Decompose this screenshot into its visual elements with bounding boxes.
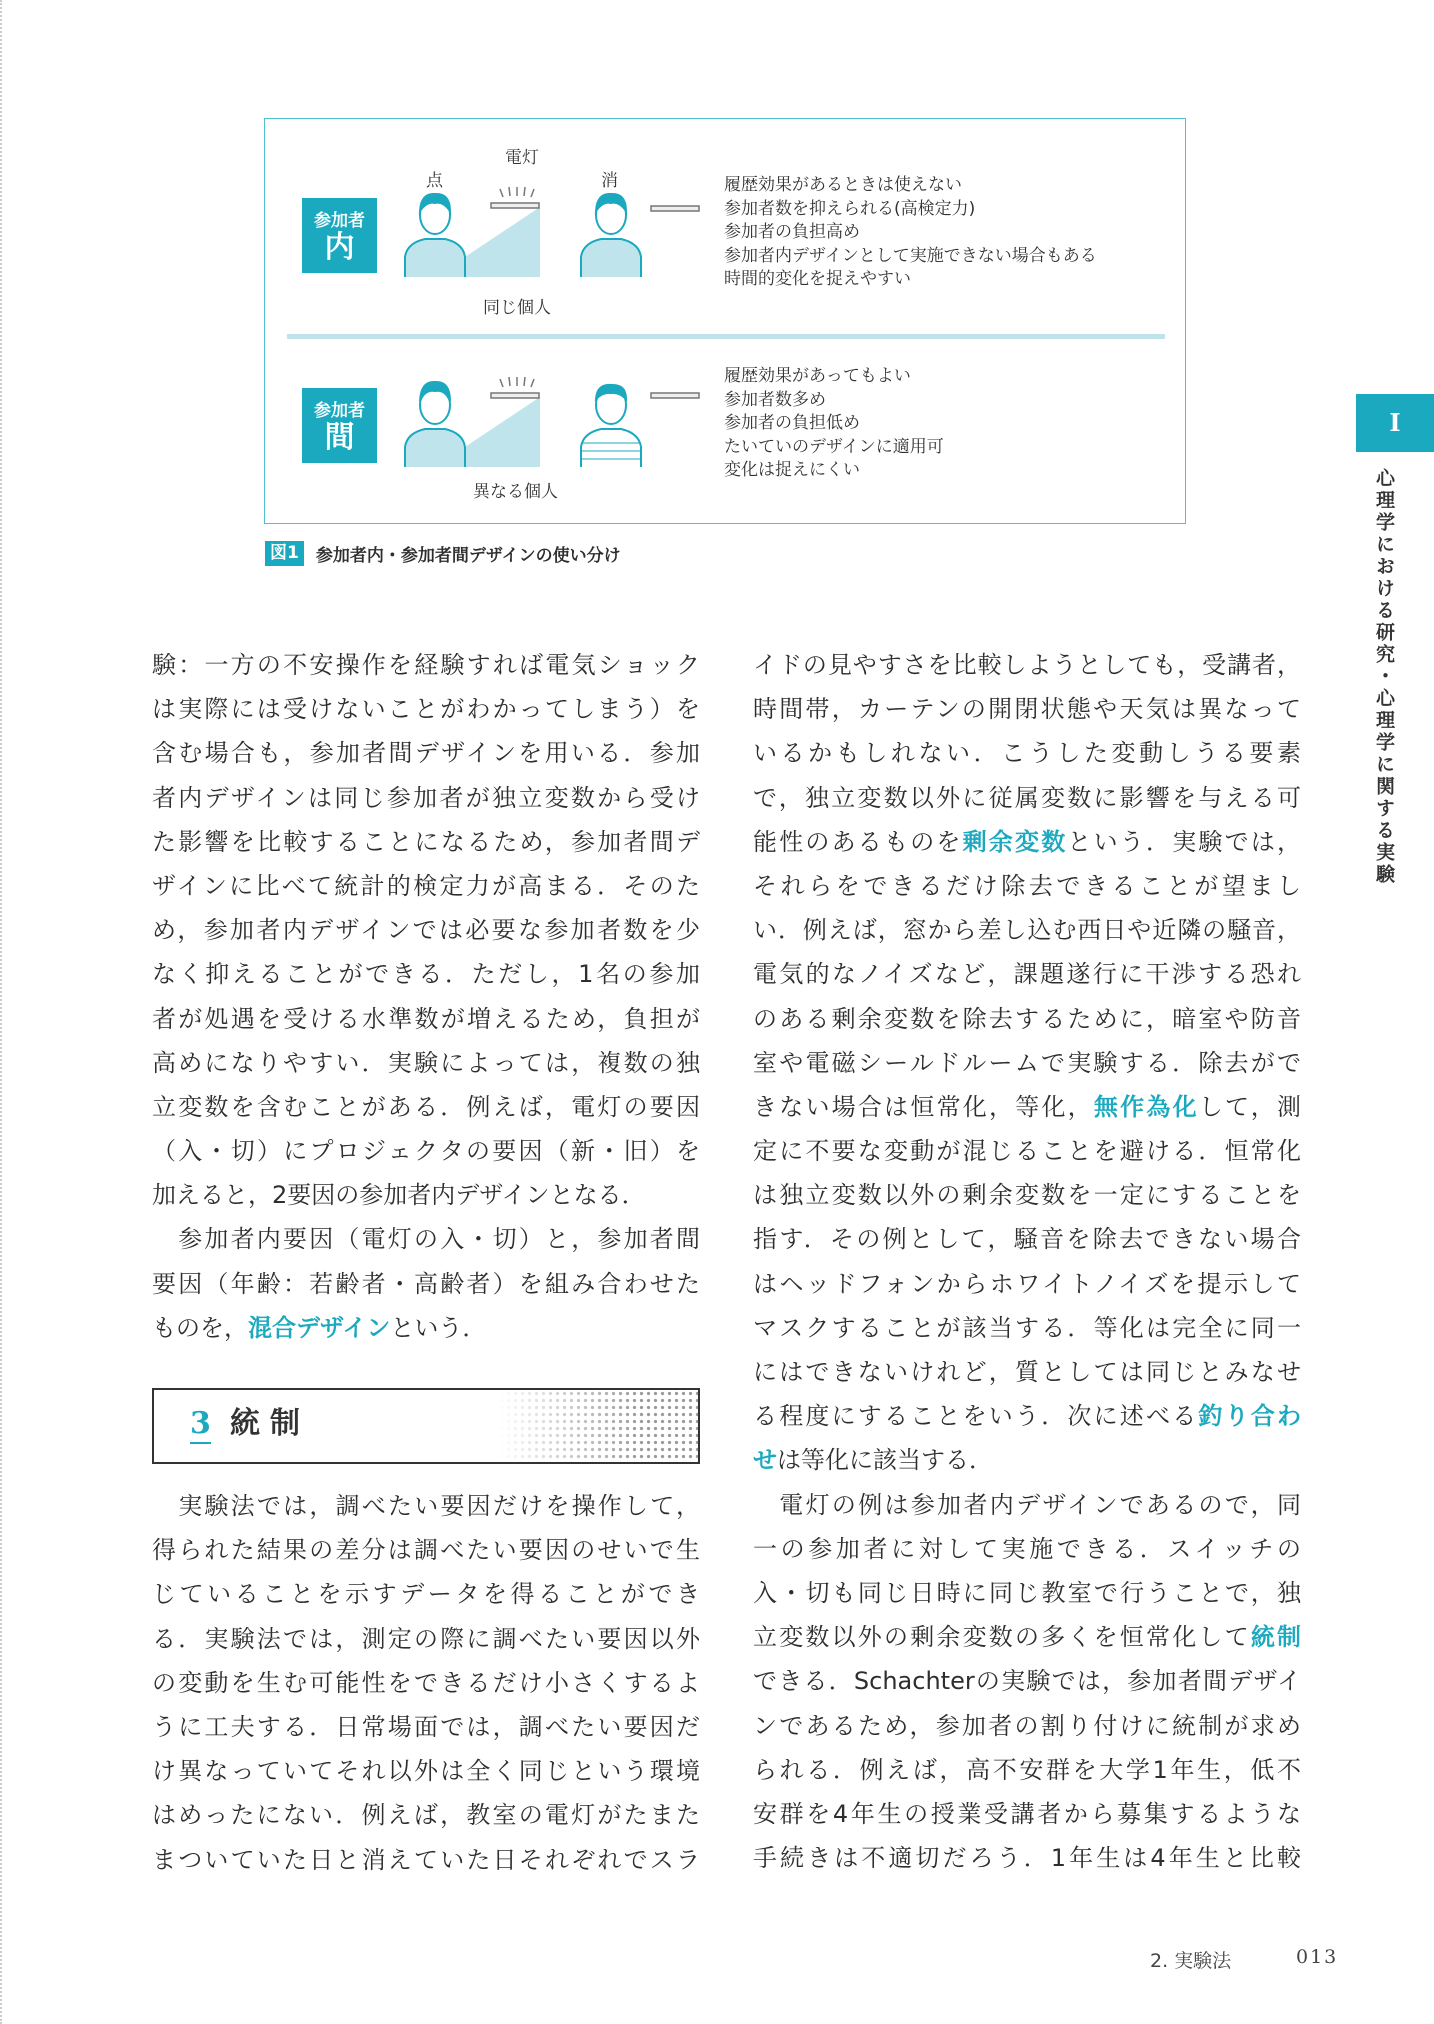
person-icon bbox=[405, 382, 465, 467]
text-segment: で，独立変数以外に従属変数に影響を与える可 bbox=[753, 783, 1301, 812]
text-segment: 者が処遇を受ける水準数が増えるため，負担が bbox=[152, 1004, 700, 1033]
text-line bbox=[753, 864, 1301, 908]
on-label: 点 bbox=[426, 171, 443, 191]
within-person-label: 同じ個人 bbox=[483, 298, 551, 318]
text-segment: 験：一方の不安操作を経験すれば電気ショック bbox=[152, 651, 700, 679]
text-segment: 参加者内要因（電灯の入・切）と，参加者間 bbox=[152, 1225, 700, 1254]
point: 時間的変化を捉えやすい bbox=[724, 269, 911, 289]
text-line bbox=[152, 1306, 700, 1350]
text-segment: それらをできるだけ除去できることが望まし bbox=[753, 871, 1301, 900]
text-segment: 含む場合も，参加者間デザインを用いる．参加 bbox=[152, 739, 700, 768]
text-segment: はヘッドフォンからホワイトノイズを提示して bbox=[753, 1269, 1301, 1298]
text-line bbox=[152, 643, 700, 687]
text-segment: 要因（年齢：若齢者・高齢者）を組み合わせた bbox=[152, 1269, 700, 1298]
light-label: 電灯 bbox=[505, 148, 539, 168]
person-icon bbox=[581, 194, 641, 277]
between-label bbox=[302, 388, 377, 463]
within-illustration bbox=[395, 185, 715, 285]
point: 履歴効果があるときは使えない bbox=[724, 175, 962, 195]
text-line bbox=[753, 1173, 1301, 1217]
left-column-bottom bbox=[152, 1484, 700, 1882]
section-heading bbox=[152, 1388, 700, 1464]
text-segment: 電灯の例は参加者内デザインであるので，同 bbox=[753, 1490, 1301, 1519]
within-label bbox=[302, 198, 377, 273]
page-edge bbox=[0, 0, 4, 2024]
key-term: 統制 bbox=[1250, 1623, 1302, 1652]
lamp-off-icon bbox=[651, 393, 699, 398]
text-line bbox=[753, 1571, 1301, 1615]
within-label-small: 参加者 bbox=[314, 211, 365, 231]
text-line bbox=[753, 1350, 1301, 1394]
text-line bbox=[152, 908, 700, 952]
key-term: 釣り合わ bbox=[1198, 1402, 1302, 1431]
point: 参加者の負担低め bbox=[724, 413, 860, 433]
text-line bbox=[753, 1217, 1301, 1261]
key-term: 無作為化 bbox=[1093, 1092, 1199, 1121]
text-segment: じていることを示すデータを得ることができ bbox=[152, 1580, 700, 1609]
text-segment: という． bbox=[390, 1313, 487, 1342]
text-line bbox=[753, 1748, 1301, 1792]
text-segment: して，測 bbox=[1198, 1092, 1302, 1121]
text-line bbox=[753, 1483, 1301, 1527]
footer-section: 2. 実験法 bbox=[1150, 1950, 1232, 1972]
within-label-big: 内 bbox=[324, 230, 355, 265]
text-line bbox=[753, 952, 1301, 996]
caption-text: 参加者内・参加者間デザインの使い分け bbox=[315, 546, 621, 566]
text-segment: は等化に該当する． bbox=[777, 1446, 993, 1475]
text-segment: 能性のあるものを bbox=[753, 827, 963, 856]
text-line bbox=[152, 1705, 700, 1749]
point: 参加者内デザインとして実施できない場合もある bbox=[724, 245, 1097, 266]
right-column bbox=[753, 643, 1301, 1880]
point: 参加者の負担高め bbox=[724, 222, 860, 242]
text-line bbox=[152, 1572, 700, 1616]
text-line bbox=[753, 731, 1301, 775]
point: 参加者数を抑えられる(高検定力) bbox=[724, 198, 976, 219]
text-segment: の変動を生む可能性をできるだけ小さくするよ bbox=[152, 1668, 700, 1697]
text-segment: という．実験では， bbox=[1067, 827, 1302, 856]
text-line bbox=[753, 1129, 1301, 1173]
section-title: 統制 bbox=[230, 1406, 310, 1441]
text-line bbox=[152, 1085, 700, 1129]
text-line bbox=[152, 952, 700, 996]
key-term: せ bbox=[753, 1446, 777, 1475]
text-segment: 安群を4年生の授業受講者から募集するような bbox=[753, 1799, 1301, 1828]
text-line bbox=[152, 820, 700, 864]
text-line bbox=[753, 1438, 1301, 1482]
text-segment: （入・切）にプロジェクタの要因（新・旧）を bbox=[152, 1137, 700, 1166]
text-segment: は独立変数以外の剰余変数を一定にすることを bbox=[753, 1181, 1301, 1210]
text-segment: 得られた結果の差分は調べたい要因のせいで生 bbox=[152, 1536, 700, 1565]
text-line bbox=[753, 1306, 1301, 1350]
text-line bbox=[152, 1173, 700, 1217]
chapter-tab: I bbox=[1356, 394, 1434, 452]
text-line bbox=[152, 1793, 700, 1837]
text-segment: た影響を比較することになるため，参加者間デ bbox=[152, 827, 700, 856]
text-line bbox=[753, 1085, 1301, 1129]
text-segment: 定に不要な変動が混じることを避ける．恒常化 bbox=[753, 1137, 1301, 1166]
text-segment: ものを， bbox=[152, 1313, 248, 1342]
section-number: 3 bbox=[190, 1406, 211, 1444]
chapter-title: 心理学における研究・心理学に関する実験 bbox=[1373, 468, 1395, 886]
text-line bbox=[753, 1704, 1301, 1748]
text-line bbox=[753, 997, 1301, 1041]
lamp-on-icon bbox=[491, 187, 539, 208]
person-striped-icon bbox=[581, 385, 641, 467]
left-column-top bbox=[152, 643, 700, 1350]
text-line bbox=[152, 731, 700, 775]
text-segment: 室や電磁シールドルームで実験する．除去がで bbox=[753, 1048, 1301, 1077]
text-segment: のある剰余変数を除去するために，暗室や防音 bbox=[753, 1004, 1301, 1033]
text-line bbox=[753, 776, 1301, 820]
text-line bbox=[753, 1792, 1301, 1836]
person-icon bbox=[405, 194, 465, 277]
figure-caption bbox=[265, 541, 621, 566]
text-segment: 手続きは不適切だろう．1年生は4年生と比較 bbox=[753, 1844, 1301, 1873]
text-line bbox=[152, 1838, 700, 1882]
between-points bbox=[724, 365, 944, 483]
text-line bbox=[152, 1617, 700, 1661]
between-label-small: 参加者 bbox=[314, 401, 365, 421]
text-line bbox=[753, 643, 1301, 687]
text-segment: る程度にすることをいう．次に述べる bbox=[753, 1402, 1199, 1431]
text-line bbox=[152, 776, 700, 820]
text-segment: め，参加者内デザインでは必要な参加者数を少 bbox=[152, 916, 700, 945]
text-segment: ザインに比べて統計的検定力が高まる．そのた bbox=[152, 871, 700, 900]
text-line bbox=[753, 687, 1301, 731]
text-segment: け異なっていてそれ以外は全く同じという環境 bbox=[152, 1757, 700, 1786]
text-segment: 入・切も同じ日時に同じ教室で行うことで，独 bbox=[753, 1578, 1301, 1607]
text-segment: マスクすることが該当する．等化は完全に同一 bbox=[753, 1313, 1301, 1342]
text-segment: できる．Schachterの実験では，参加者間デザイ bbox=[753, 1667, 1301, 1696]
caption-number: 図1 bbox=[265, 541, 304, 566]
lamp-off-icon bbox=[651, 206, 699, 211]
point: たいていのデザインに適用可 bbox=[724, 436, 944, 457]
figure-divider bbox=[287, 334, 1165, 339]
text-segment: にはできないけれど，質としては同じとみなせ bbox=[753, 1358, 1301, 1386]
text-segment: 加えると，2要因の参加者内デザインとなる． bbox=[152, 1181, 646, 1210]
text-line bbox=[152, 1661, 700, 1705]
text-segment: まついていた日と消えていた日それぞれでスラ bbox=[152, 1845, 700, 1874]
lamp-on-icon bbox=[491, 377, 539, 398]
text-line bbox=[152, 1041, 700, 1085]
point: 履歴効果があってもよい bbox=[724, 366, 911, 386]
text-segment: られる．例えば，高不安群を大学1年生，低不 bbox=[753, 1755, 1301, 1784]
text-line bbox=[753, 820, 1301, 864]
text-line bbox=[152, 997, 700, 1041]
between-illustration bbox=[395, 375, 715, 475]
text-segment: い．例えば，窓から差し込む西日や近隣の騒音， bbox=[753, 916, 1301, 945]
page-number: 013 bbox=[1296, 1946, 1339, 1968]
text-segment: うに工夫する．日常場面では，調べたい要因だ bbox=[152, 1712, 700, 1741]
text-line bbox=[753, 1041, 1301, 1085]
between-person-label: 異なる個人 bbox=[473, 482, 558, 502]
text-segment: は実際には受けないことがわかってしまう）を bbox=[152, 695, 700, 724]
text-segment: イドの見やすさを比較しようとしても，受講者， bbox=[753, 651, 1301, 679]
text-line bbox=[753, 908, 1301, 952]
text-segment: 実験法では，調べたい要因だけを操作して， bbox=[152, 1492, 700, 1520]
text-line bbox=[152, 687, 700, 731]
text-line bbox=[152, 1528, 700, 1572]
point: 変化は捉えにくい bbox=[724, 460, 860, 480]
point: 参加者数多め bbox=[724, 389, 826, 410]
text-line bbox=[152, 1262, 700, 1306]
text-segment: なく抑えることができる．ただし，1名の参加 bbox=[152, 960, 700, 989]
within-points bbox=[724, 174, 1097, 292]
text-line bbox=[152, 1217, 700, 1261]
text-segment: 立変数を含むことがある．例えば，電灯の要因 bbox=[152, 1092, 700, 1121]
text-line bbox=[753, 1836, 1301, 1880]
text-line bbox=[152, 1484, 700, 1528]
key-term: 混合デザイン bbox=[248, 1313, 391, 1342]
text-segment: きない場合は恒常化，等化， bbox=[753, 1092, 1094, 1121]
text-segment: 立変数以外の剰余変数の多くを恒常化して bbox=[753, 1623, 1251, 1652]
text-line bbox=[152, 1749, 700, 1793]
off-label: 消 bbox=[601, 171, 618, 191]
text-segment: 指す．その例として，騒音を除去できない場合 bbox=[753, 1225, 1301, 1254]
text-segment: ンであるため，参加者の割り付けに統制が求め bbox=[753, 1711, 1301, 1740]
key-term: 剰余変数 bbox=[962, 827, 1068, 856]
text-line bbox=[152, 1129, 700, 1173]
text-line bbox=[753, 1615, 1301, 1659]
text-segment: 時間帯，カーテンの開閉状態や天気は異なって bbox=[753, 695, 1301, 724]
text-segment: 一の参加者に対して実施できる．スイッチの bbox=[753, 1534, 1301, 1563]
text-line bbox=[753, 1394, 1301, 1438]
text-segment: いるかもしれない．こうした変動しうる要素 bbox=[753, 739, 1301, 768]
text-segment: 電気的なノイズなど，課題遂行に干渉する恐れ bbox=[753, 960, 1301, 989]
text-line bbox=[753, 1659, 1301, 1703]
text-segment: る．実験法では，測定の際に調べたい要因以外 bbox=[152, 1624, 700, 1653]
text-segment: 高めになりやすい．実験によっては，複数の独 bbox=[152, 1048, 700, 1077]
between-label-big: 間 bbox=[324, 420, 355, 455]
text-line bbox=[152, 864, 700, 908]
text-line bbox=[753, 1527, 1301, 1571]
text-segment: はめったにない．例えば，教室の電灯がたまた bbox=[152, 1801, 700, 1830]
text-line bbox=[753, 1262, 1301, 1306]
text-segment: 者内デザインは同じ参加者が独立変数から受け bbox=[152, 783, 700, 812]
halftone-pattern bbox=[498, 1390, 698, 1462]
